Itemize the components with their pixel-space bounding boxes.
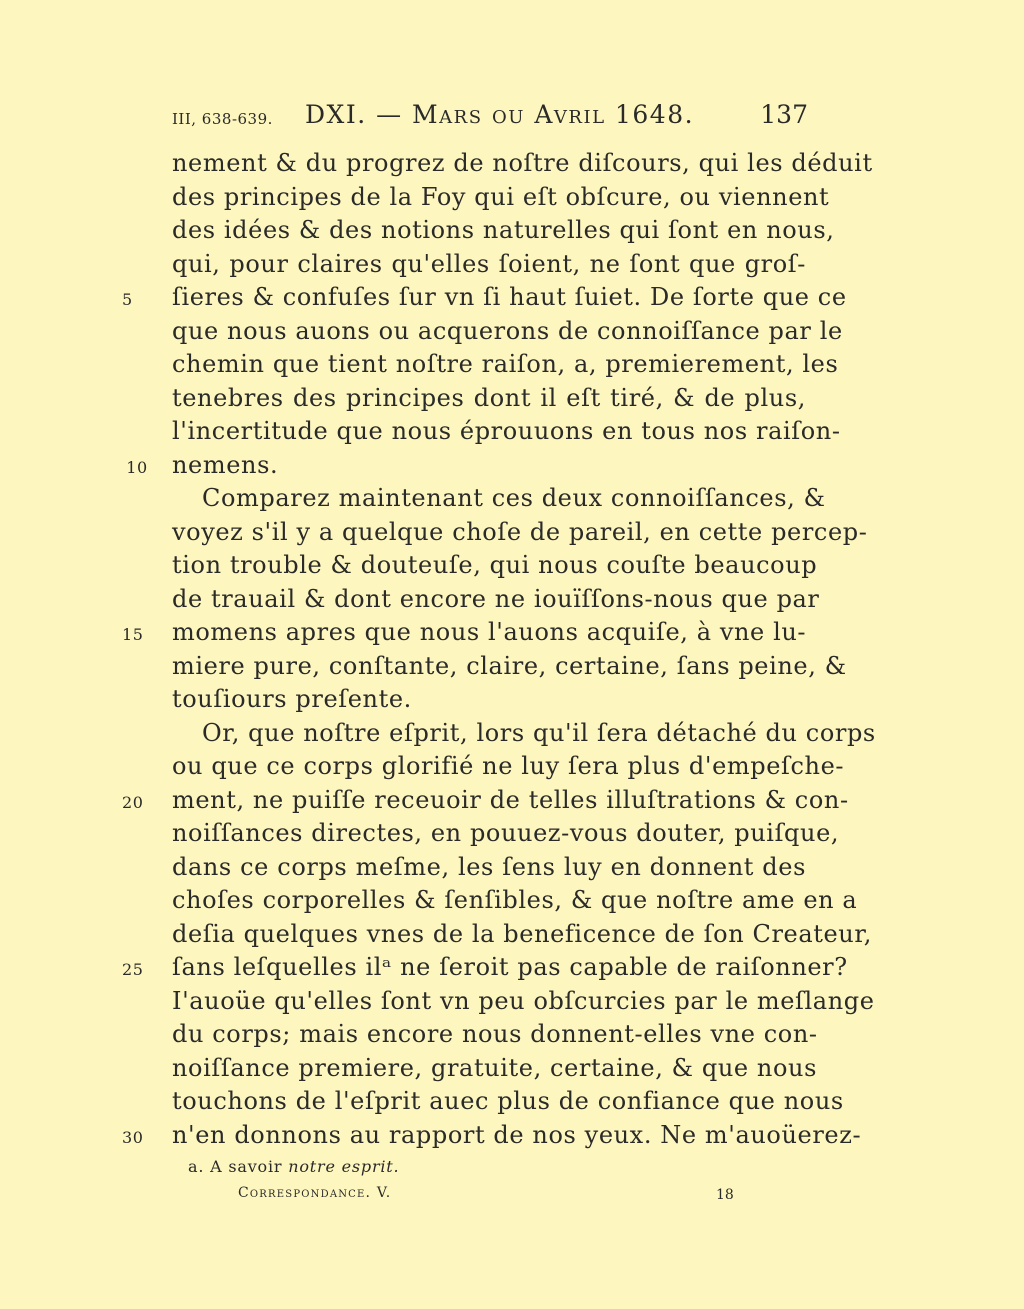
text-line (122, 951, 848, 985)
line-text: de trauail & dont encore ne iouïſſons-nous que par (172, 584, 820, 613)
line-text: nement & du progrez de noſtre diſcours, qui les déduit (172, 149, 873, 177)
text-line (172, 549, 818, 583)
line-text: momens apres que nous l'auons acquiſe, à vne lu- (172, 618, 807, 646)
line-text: tenebres des principes dont il eſt tiré, & de plus, (172, 383, 806, 412)
line-number: 5 (122, 290, 133, 309)
text-line (172, 214, 835, 248)
line-text: miere pure, conſtante, claire, certaine, ſans peine, & (172, 651, 847, 680)
text-line (172, 583, 820, 617)
text-line (172, 482, 826, 516)
text-line (172, 750, 845, 784)
footnote-marker: a. (188, 1157, 205, 1176)
letter-title: DXI. — Mars ou Avril 1648. (305, 100, 695, 129)
line-text: l'incertitude que nous éprouuons en tous nos raiſon- (172, 417, 841, 445)
text-line (122, 1119, 862, 1153)
line-number: 30 (122, 1127, 144, 1147)
line-text: des idées & des notions naturelles qui ſont en nous, (172, 216, 835, 244)
text-line (126, 449, 806, 483)
text-line (172, 147, 873, 181)
text-line (172, 382, 806, 416)
text-line (172, 683, 806, 717)
line-text: que nous auons ou acquerons de connoiſſance par le (172, 316, 843, 345)
footnote (188, 1157, 399, 1176)
line-text: ſieres & confuſes ſur vn ſi haut ſuiet. De ſorte que ce (172, 283, 847, 311)
line-number: 20 (122, 792, 144, 812)
text-line (172, 348, 839, 382)
line-text: du corps; mais encore nous donnent-elles vne con- (172, 1020, 818, 1048)
text-line (122, 784, 849, 818)
text-line (172, 1018, 818, 1052)
text-line (172, 415, 841, 449)
line-text: touchons de l'eſprit auec plus de confiance que nous (172, 1087, 844, 1115)
line-text: n'en donnons au rapport de nos yeux. Ne m'auoüerez- (172, 1120, 862, 1149)
line-text: voyez s'il y a quelque choſe de pareil, en cette percep- (172, 517, 868, 546)
line-text: ment, ne puiſſe receuoir de telles illuſtrations & con- (172, 785, 849, 814)
line-text: noiſſances directes, en pouuez-vous douter, puiſque, (172, 819, 840, 847)
line-text: tion trouble & douteuſe, qui nous couſte beaucoup (172, 551, 818, 579)
sheet-number: 18 (716, 1187, 734, 1203)
page-number: 137 (760, 100, 808, 129)
line-text: ou que ce corps glorifié ne luy ſera plus d'empeſche- (172, 752, 845, 780)
letter-body (122, 147, 876, 1152)
volume-reference: III, 638-639. (172, 110, 273, 128)
footnote-lead: A savoir (210, 1157, 283, 1176)
line-text: I'auoüe qu'elles ſont vn peu obſcurcies par le meſlange (172, 986, 875, 1015)
text-line (172, 315, 843, 349)
line-text: Comparez maintenant ces deux connoiſſances, & (202, 484, 826, 512)
line-text: nemens. (172, 450, 279, 479)
text-line (172, 181, 830, 215)
line-text: Or, que noſtre eſprit, lors qu'il ſera détaché du corps (202, 718, 876, 747)
text-line (172, 851, 806, 885)
line-text: choſes corporelles & ſenſibles, & que noſtre ame en a (172, 886, 858, 914)
line-text: ſans leſquelles ilᵃ ne ſeroit pas capable de raiſonner? (172, 953, 848, 981)
running-header (172, 100, 812, 140)
text-line (172, 248, 806, 282)
text-line (172, 516, 868, 550)
text-line (172, 1085, 844, 1119)
line-text: qui, pour claires qu'elles ſoient, ne ſont que groſ- (172, 249, 806, 278)
footnote-italic: notre esprit. (288, 1157, 400, 1176)
line-text: noiſſance premiere, gratuite, certaine, & que nous (172, 1053, 818, 1082)
signature-mark: Correspondance. V. (238, 1185, 392, 1201)
text-line (172, 884, 858, 918)
text-line (172, 985, 875, 1019)
text-line (172, 650, 847, 684)
line-text: dans ce corps meſme, les ſens luy en donnent des (172, 852, 806, 881)
line-text: deſia quelques vnes de la beneficence de ſon Createur, (172, 919, 872, 948)
line-text: des principes de la Foy qui eſt obſcure, ou viennent (172, 182, 830, 211)
text-line (172, 918, 872, 952)
text-line (122, 281, 847, 315)
line-text: touſiours preſente. (172, 685, 412, 713)
text-line (122, 616, 807, 650)
line-number: 10 (126, 457, 148, 477)
text-line (172, 717, 876, 751)
text-line (172, 817, 840, 851)
text-line (172, 1052, 818, 1086)
line-number: 25 (122, 960, 144, 979)
line-number: 15 (122, 625, 144, 644)
line-text: chemin que tient noſtre raiſon, a, premierement, les (172, 350, 839, 378)
